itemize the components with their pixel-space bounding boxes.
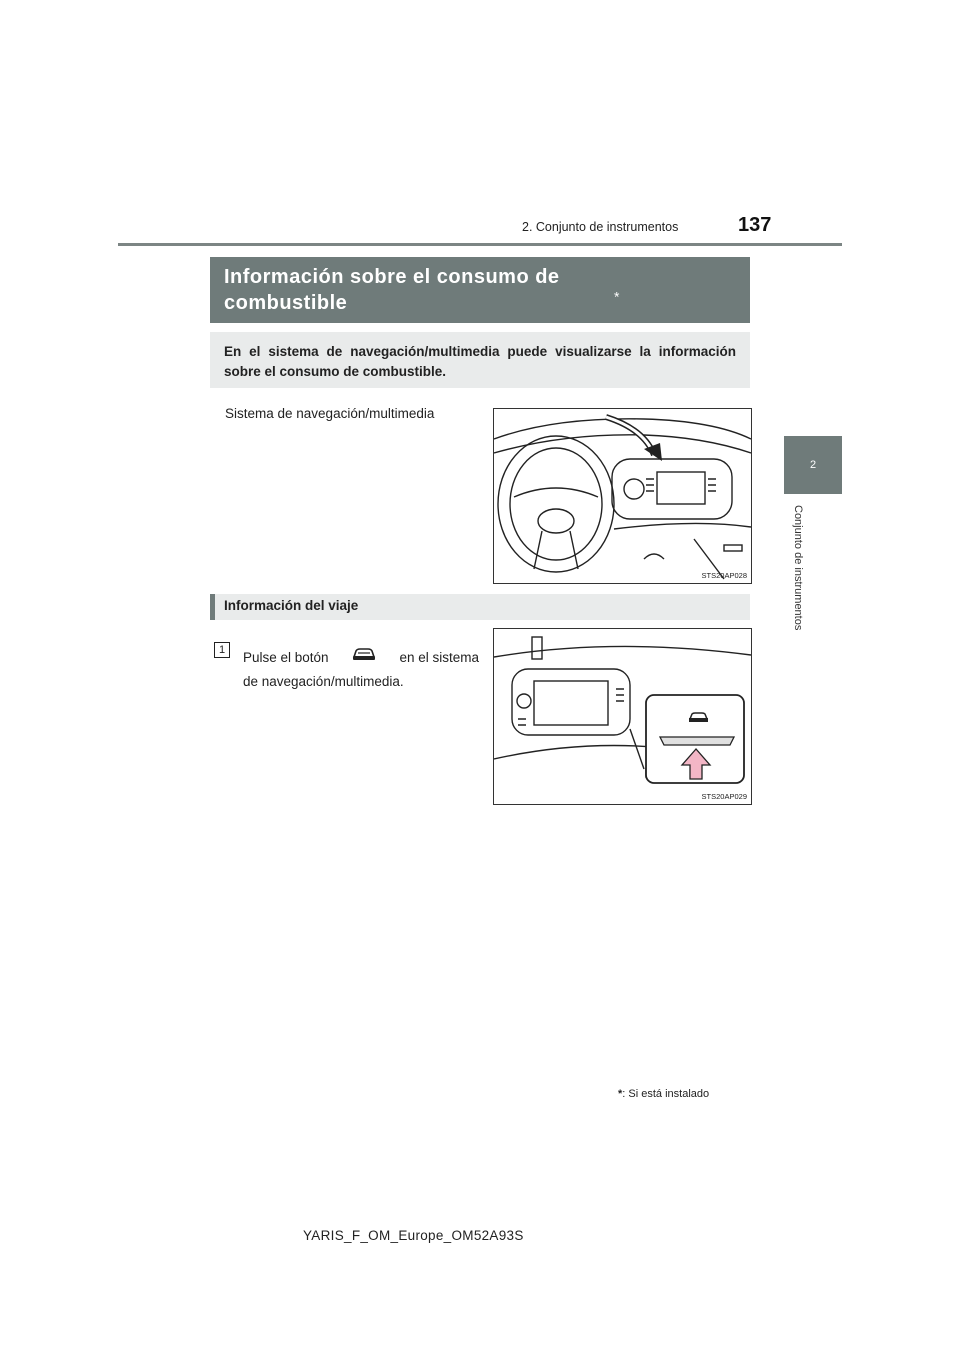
dashboard-figure bbox=[493, 408, 752, 584]
footnote-text: : Si está instalado bbox=[622, 1088, 710, 1100]
step-text-before: Pulse el botón bbox=[243, 650, 329, 665]
nav-system-label: Sistema de navegación/multimedia bbox=[225, 406, 435, 421]
title-mark: * bbox=[614, 288, 620, 305]
side-tab-number: 2 bbox=[784, 436, 842, 494]
intro-box bbox=[210, 332, 750, 388]
figure-code: STS20AP029 bbox=[701, 792, 747, 801]
footnote bbox=[618, 1088, 709, 1100]
page-number: 137 bbox=[738, 214, 772, 236]
footnote-mark: * bbox=[618, 1088, 623, 1100]
section-header: 2. Conjunto de instrumentos bbox=[522, 220, 679, 234]
dashboard-illustration bbox=[494, 409, 751, 583]
step-text-line2: de navegación/multimedia. bbox=[243, 674, 404, 689]
multimedia-illustration bbox=[494, 629, 751, 804]
title-band bbox=[210, 257, 750, 323]
page-title-text: Información sobre el consumo de combustible bbox=[224, 266, 560, 314]
step-text-after: en el sistema bbox=[399, 650, 479, 665]
page-title bbox=[224, 264, 620, 316]
intro-text: En el sistema de navegación/multimedia puede visualizarse la información sobre el consumo de combustible. bbox=[224, 344, 736, 379]
car-icon bbox=[345, 646, 383, 670]
figure-code: STS20AP028 bbox=[701, 571, 747, 580]
document-id: YARIS_F_OM_Europe_OM52A93S bbox=[303, 1228, 524, 1243]
multimedia-figure bbox=[493, 628, 752, 805]
subsection-band bbox=[210, 594, 750, 620]
header-rule bbox=[118, 243, 842, 246]
step-number: 1 bbox=[214, 642, 230, 658]
side-tab-label: Conjunto de instrumentos bbox=[792, 505, 804, 631]
subsection-title: Información del viaje bbox=[224, 598, 359, 613]
subsection-bar bbox=[210, 594, 215, 620]
step-text bbox=[243, 646, 479, 694]
